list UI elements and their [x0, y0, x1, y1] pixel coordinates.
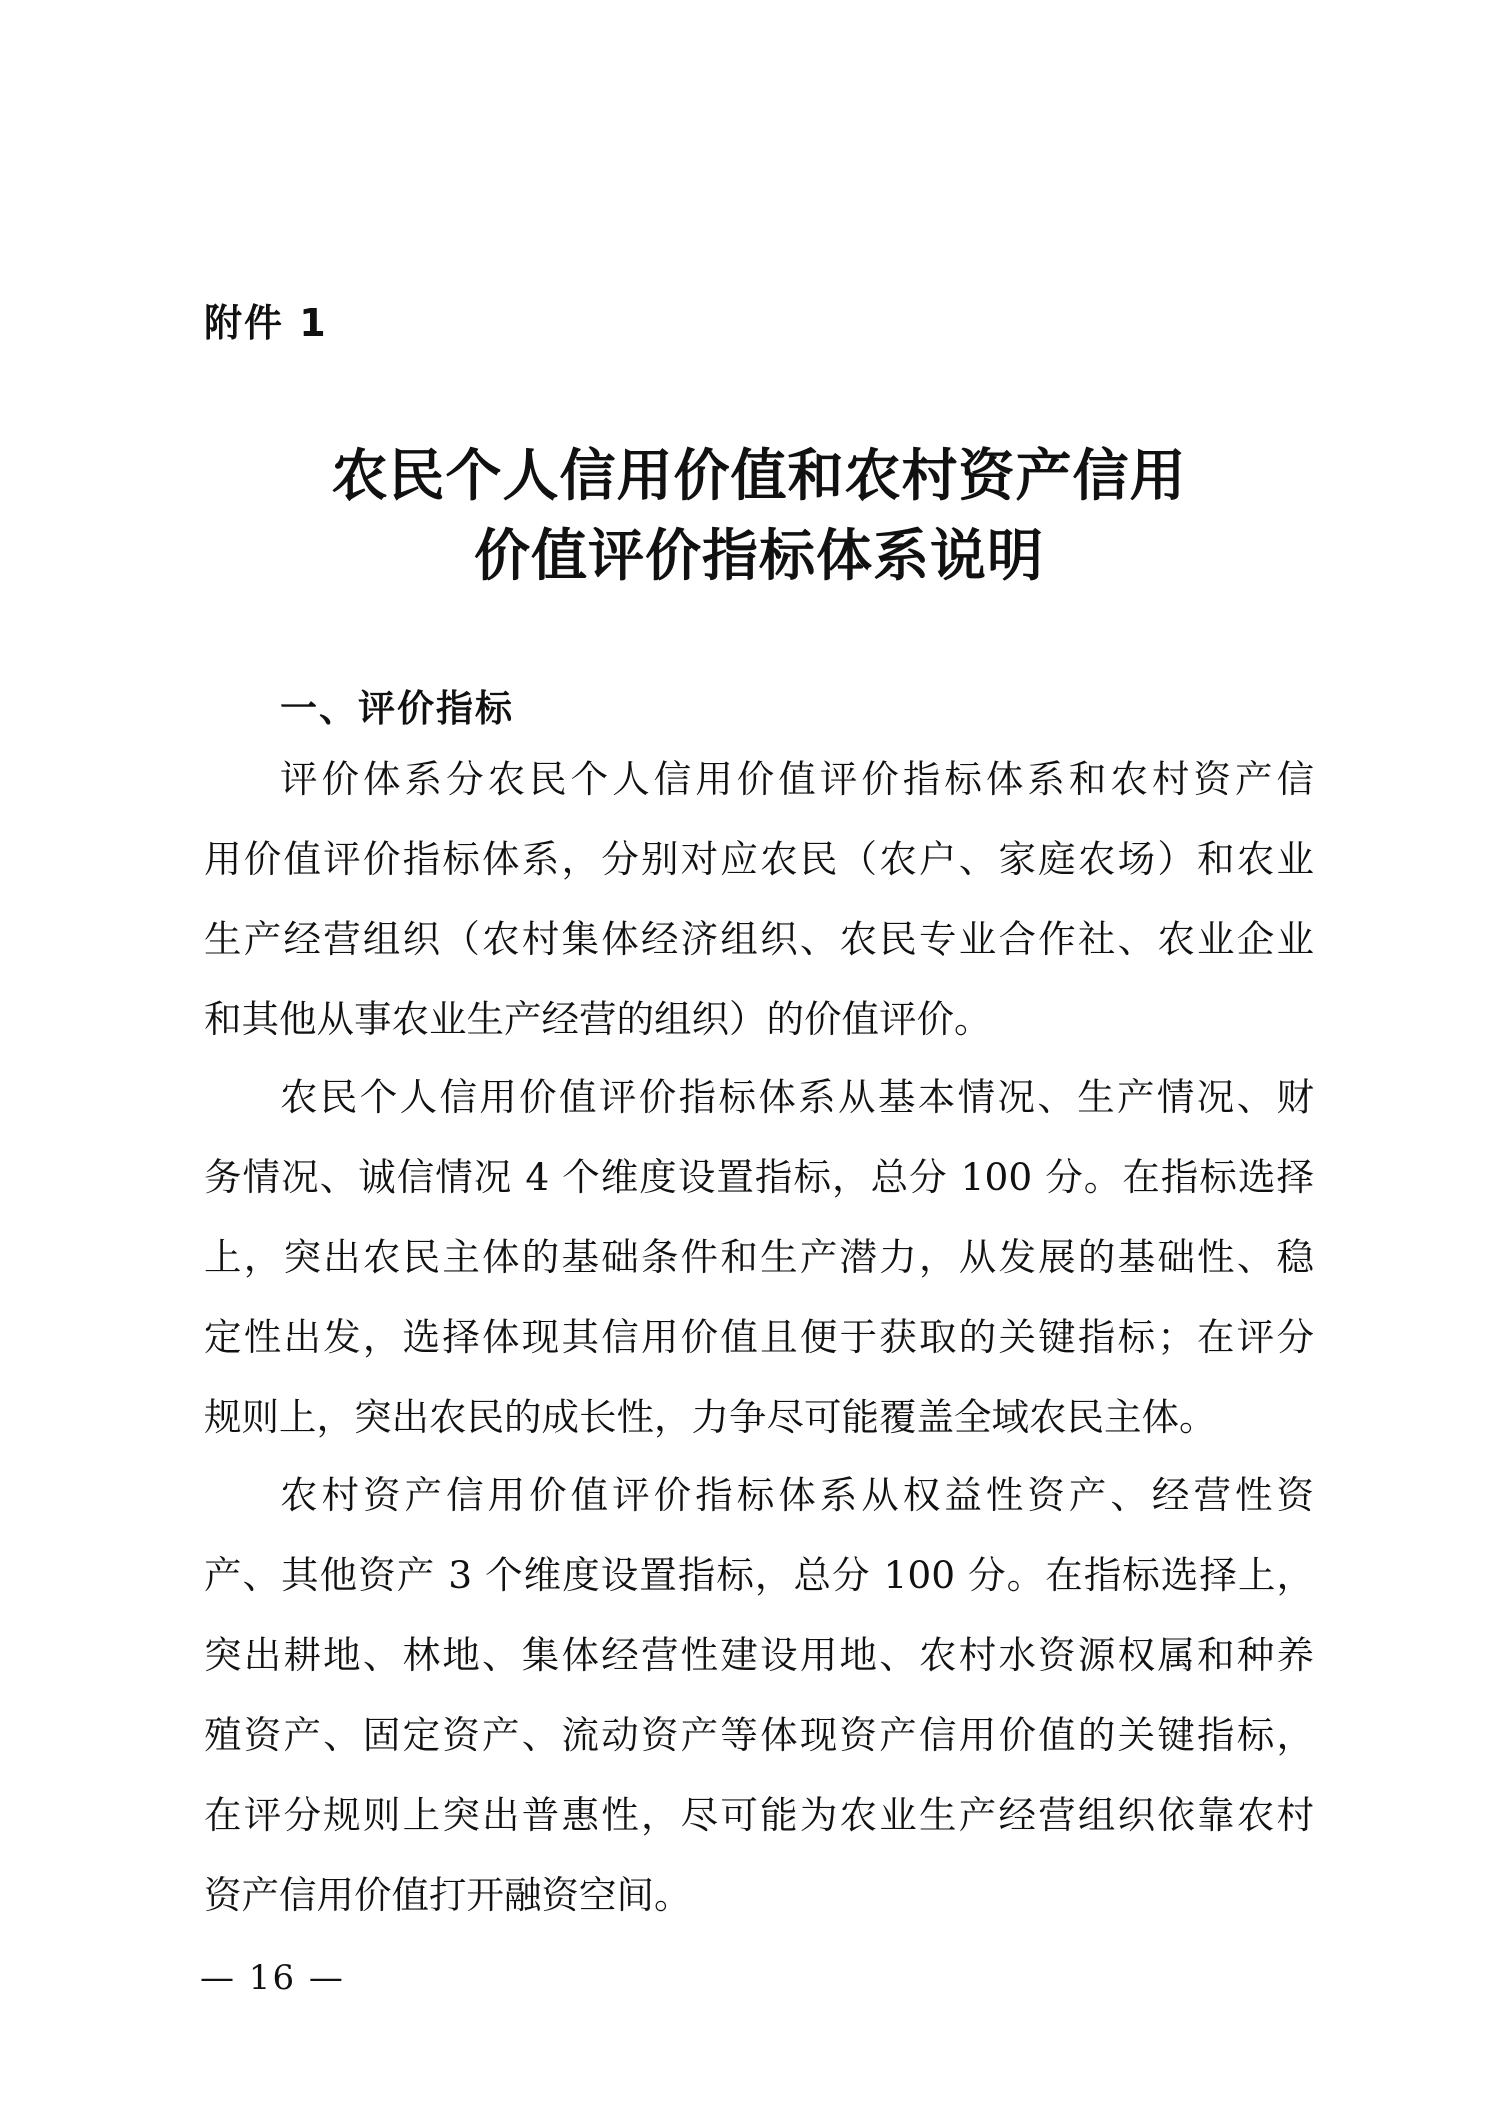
paragraph-1-line-3: 生产经营组织（农村集体经济组织、农民专业合作社、农业企业 [204, 917, 1314, 961]
paragraph-1-line-1: 评价体系分农民个人信用价值评价指标体系和农村资产信 [280, 757, 1314, 801]
paragraph-3-line-4: 殖资产、固定资产、流动资产等体现资产信用价值的关键指标， [204, 1713, 1314, 1757]
paragraph-2-line-3: 上，突出农民主体的基础条件和生产潜力，从发展的基础性、稳 [204, 1235, 1314, 1279]
paragraph-3-line-1: 农村资产信用价值评价指标体系从权益性资产、经营性资 [280, 1473, 1314, 1517]
section-heading: 一、评价指标 [280, 687, 514, 730]
attachment-label: 附件 1 [204, 301, 328, 345]
paragraph-3-line-3: 突出耕地、林地、集体经营性建设用地、农村水资源权属和种养 [204, 1633, 1314, 1677]
paragraph-3-line-2: 产、其他资产 3 个维度设置指标，总分 100 分。在指标选择上， [204, 1553, 1314, 1597]
document-title-line-2: 价值评价指标体系说明 [474, 523, 1044, 589]
paragraph-2-line-2: 务情况、诚信情况 4 个维度设置指标，总分 100 分。在指标选择 [204, 1155, 1314, 1199]
page-number: — 16 — [200, 1958, 345, 1998]
paragraph-3-line-5: 在评分规则上突出普惠性，尽可能为农业生产经营组织依靠农村 [204, 1793, 1314, 1837]
paragraph-3-line-6: 资产信用价值打开融资空间。 [204, 1873, 692, 1917]
paragraph-1-line-4: 和其他从事农业生产经营的组织）的价值评价。 [204, 997, 992, 1041]
paragraph-2-line-4: 定性出发，选择体现其信用价值且便于获取的关键指标；在评分 [204, 1315, 1314, 1359]
paragraph-1-line-2: 用价值评价指标体系，分别对应农民（农户、家庭农场）和农业 [204, 837, 1314, 881]
paragraph-2-line-5: 规则上，突出农民的成长性，力争尽可能覆盖全域农民主体。 [204, 1395, 1217, 1439]
document-title-line-1: 农民个人信用价值和农村资产信用 [331, 443, 1187, 509]
paragraph-2-line-1: 农民个人信用价值评价指标体系从基本情况、生产情况、财 [280, 1075, 1314, 1119]
